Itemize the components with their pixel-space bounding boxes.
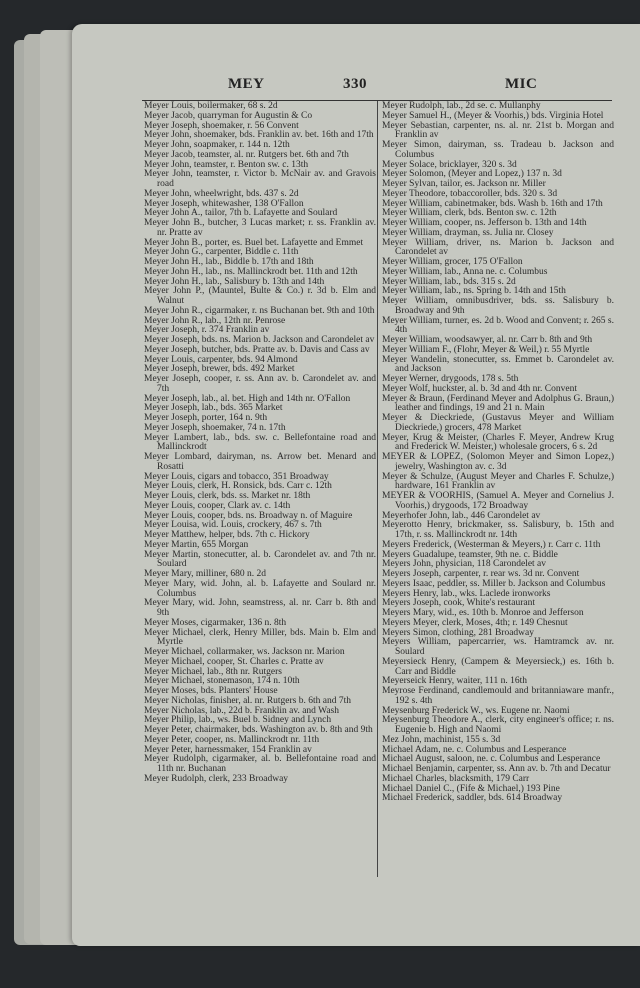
- directory-entry: Meyer Peter, chairmaker, bds. Washington av. b. 8th and 9th: [144, 725, 373, 735]
- directory-entry: Meyer Nicholas, finisher, al. nr. Rutgers b. 6th and 7th: [144, 695, 351, 706]
- directory-entry: Meyer Mary, wid. John, seamstress, al. nr. Carr b. 8th and 9th: [144, 598, 376, 618]
- directory-entry: Meyer, Krug & Meister, (Charles F. Meyer, Andrew Krug and Frederick W. Meister,) wholesale grocers, 6 s. 2d: [382, 432, 614, 453]
- directory-entry: Meyer Theodore, tobaccoroller, bds. 320 s. 3d: [382, 188, 558, 199]
- directory-entry: Meyer Louisa, wid. Louis, crockery, 467 s. 7th: [144, 520, 322, 531]
- directory-entry: Meyer John, soapmaker, r. 144 n. 12th: [144, 140, 290, 150]
- page-number: 330: [343, 76, 367, 92]
- directory-entry: Meyrose Ferdinand, candlemould and britanniaware manfr., 192 s. 4th: [382, 686, 614, 706]
- column-divider: [377, 101, 378, 877]
- directory-entry: Meyer Joseph, whitewasher, 138 O'Fallon: [144, 198, 304, 209]
- directory-entry: Meyer Matthew, helper, bds. 7th c. Hickory: [144, 530, 310, 540]
- directory-entry: Meyer William, omnibusdriver, bds. ss. Salisbury b. Broadway and 9th: [382, 296, 614, 316]
- directory-entry: Meyers William, papercarrier, ws. Hamtramck av. nr. Soulard: [382, 637, 614, 657]
- directory-entry: Meyer Martin, 655 Morgan: [144, 539, 249, 550]
- directory-entry: Meyers John, physician, 118 Carondelet av: [382, 559, 547, 570]
- directory-entry: Michael Charles, blacksmith, 179 Carr: [382, 773, 530, 784]
- directory-entry: Michael Adam, ne. c. Columbus and Lesperance: [382, 744, 567, 755]
- directory-entry: Meyer Joseph, shoemaker, 74 n. 17th: [144, 422, 286, 433]
- directory-entry: Meyer John H., lab., Biddle b. 17th and 18th: [144, 257, 314, 267]
- directory-entry: Meyer John G., carpenter, Biddle c. 11th: [144, 247, 299, 258]
- directory-entry: Michael August, saloon, ne. c. Columbus and Lesperance: [382, 754, 601, 765]
- directory-entry: MEYER & VOORHIS, (Samuel A. Meyer and Cornelius J. Voorhis,) drygoods, 172 Broadway: [382, 491, 614, 511]
- directory-entry: Meyer Nicholas, lab., 22d b. Franklin av. and Wash: [144, 705, 340, 716]
- directory-entry: Meyer Simon, dairyman, ss. Tradeau b. Jackson and Columbus: [382, 140, 614, 160]
- directory-entry: Meyer Wolf, huckster, al. b. 3d and 4th nr. Convent: [382, 383, 577, 394]
- directory-entry: Meyer Samuel H., (Meyer & Voorhis,) bds. Virginia Hotel: [382, 110, 604, 121]
- directory-entry: Meyer Joseph, shoemaker, r. 56 Convent: [144, 120, 299, 131]
- directory-entry: Meyer John, shoemaker, bds. Franklin av. bet. 16th and 17th: [144, 130, 374, 141]
- directory-entry: Meyer Louis, cooper, Clark av. c. 14th: [144, 500, 291, 511]
- directory-entry: Meyer William, turner, es. 2d b. Wood and Convent; r. 265 s. 4th: [382, 315, 614, 336]
- directory-entry: Meyer Moses, cigarmaker, 136 n. 8th: [144, 617, 287, 628]
- directory-entry: Meyers Joseph, carpenter, r. rear ws. 3d nr. Convent: [382, 569, 580, 579]
- directory-entry: Meyerhofer John, lab., 446 Carondelet av: [382, 510, 541, 521]
- directory-entry: Meyers Guadalupe, teamster, 9th ne. c. Biddle: [382, 549, 558, 560]
- directory-entry: Meyer Louis, cooper, bds. ns. Broadway n. of Maguire: [144, 510, 353, 521]
- directory-entry: Meyer William, cabinetmaker, bds. Wash b. 16th and 17th: [382, 198, 603, 209]
- directory-entry: Meyer Rudolph, lab., 2d se. c. Mullanphy: [382, 101, 541, 111]
- directory-entry: Michael Frederick, saddler, bds. 614 Broadway: [382, 793, 563, 804]
- directory-entry: Meyer Joseph, cooper, r. ss. Ann av. b. Carondelet av. and 7th: [144, 374, 376, 394]
- directory-entry: Meyer Lambert, lab., bds. sw. c. Bellefontaine road and Mallinckrodt: [144, 432, 376, 453]
- directory-entry: Meyers Henry, lab., wks. Laclede ironworks: [382, 588, 551, 599]
- directory-entry: Meyer Joseph, r. 374 Franklin av: [144, 325, 270, 336]
- directory-entry: Meyerseick Henry, waiter, 111 n. 16th: [382, 676, 527, 687]
- directory-entry: Meysenburg Theodore A., clerk, city engineer's office; r. ns. Eugenie b. High and Naomi: [382, 715, 614, 735]
- directory-entry: Meyer Joseph, lab., bds. 365 Market: [144, 403, 283, 414]
- directory-entry: Meyerotto Henry, brickmaker, ss. Salisbury, b. 15th and 17th, r. ss. Mallinckrodt nr. 14th: [382, 520, 614, 540]
- directory-entry: Meyer Michael, cooper, St. Charles c. Pratte av: [144, 656, 324, 667]
- directory-entry: Meyers Mary, wid., es. 10th b. Monroe and Jefferson: [382, 608, 584, 618]
- directory-entry: Meyer William, lab., Anna ne. c. Columbus: [382, 266, 548, 277]
- left-column: [144, 102, 376, 785]
- directory-entry: Meyer Rudolph, clerk, 233 Broadway: [144, 773, 289, 784]
- right-column: [382, 102, 614, 804]
- directory-entry: Meyers Frederick, (Westerman & Meyers,) r. Carr c. 11th: [382, 539, 601, 550]
- directory-entry: Meyer William, drayman, ss. Julia nr. Closey: [382, 227, 554, 238]
- directory-entry: Michael Daniel C., (Fife & Michael,) 193 Pine: [382, 783, 560, 794]
- directory-entry: Meyersieck Henry, (Campem & Meyersieck,) es. 16th b. Carr and Biddle: [382, 656, 614, 677]
- directory-entry: Meyer John H., lab., ns. Mallinckrodt bet. 11th and 12th: [144, 266, 358, 277]
- directory-entry: Meyer Joseph, bds. ns. Marion b. Jackson and Carondelet av: [144, 335, 375, 345]
- directory-entry: Meyer Louis, boilermaker, 68 s. 2d: [144, 101, 278, 111]
- directory-entry: Meyer Mary, milliner, 680 n. 2d: [144, 569, 266, 579]
- directory-entry: Meyer Joseph, porter, 164 n. 9th: [144, 413, 268, 423]
- directory-entry: Meyer John B., porter, es. Buel bet. Lafayette and Emmet: [144, 237, 364, 248]
- directory-entry: Meyer William, woodsawyer, al. nr. Carr b. 8th and 9th: [382, 335, 593, 345]
- directory-entry: Meyer Sebastian, carpenter, ns. al. nr. 21st b. Morgan and Franklin av: [382, 120, 614, 141]
- directory-entry: Meyer Solomon, (Meyer and Lopez,) 137 n. 3d: [382, 169, 562, 180]
- directory-entry: Meyers Joseph, cook, White's restaurant: [382, 598, 535, 609]
- directory-entry: Meyer Peter, harnessmaker, 154 Franklin av: [144, 744, 312, 755]
- directory-entry: Meyer & Schulze, (August Meyer and Charles F. Schulze,) hardware, 161 Franklin av: [382, 471, 614, 492]
- directory-entry: Meyer Louis, clerk, H. Ronsick, bds. Carr c. 12th: [144, 481, 332, 492]
- directory-entry: Meyers Meyer, clerk, Moses, 4th; r. 149 Chesnut: [382, 617, 568, 628]
- directory-entry: Meyer Lombard, dairyman, ns. Arrow bet. Menard and Rosatti: [144, 452, 376, 472]
- directory-entry: Meyer Michael, clerk, Henry Miller, bds. Main b. Elm and Myrtle: [144, 627, 376, 648]
- directory-entry: Meyer Solace, bricklayer, 320 s. 3d: [382, 159, 517, 170]
- directory-entry: Meyer William, grocer, 175 O'Fallon: [382, 257, 523, 267]
- directory-entry: Michael Benjamin, carpenter, ss. Ann av. b. 7th and Decatur: [382, 764, 611, 774]
- directory-entry: Meyer John A., tailor, 7th b. Lafayette and Soulard: [144, 208, 338, 219]
- directory-entry: Meyer Michael, lab., 8th nr. Rutgers: [144, 666, 282, 677]
- directory-entry: Meyer Jacob, quarryman for Augustin & Co: [144, 110, 313, 121]
- directory-entry: Meyer John B., butcher, 3 Lucas market; r. ss. Franklin av. nr. Pratte av: [144, 218, 376, 238]
- directory-entry: Meyer Louis, carpenter, bds. 94 Almond: [144, 354, 298, 365]
- directory-entry: Meyer William, driver, ns. Marion b. Jackson and Carondelet av: [382, 237, 614, 258]
- directory-entry: Meyer William, clerk, bds. Benton sw. c. 12th: [382, 208, 557, 219]
- directory-entry: Meyer Rudolph, cigarmaker, al. b. Bellefontaine road and 11th nr. Buchanan: [144, 754, 376, 774]
- directory-entry: Meyer Joseph, butcher, bds. Pratte av. b. Davis and Cass av: [144, 344, 370, 355]
- directory-entry: Meyer Werner, drygoods, 178 s. 5th: [382, 374, 519, 384]
- running-head-left: MEY: [228, 76, 265, 92]
- running-head-right: MIC: [505, 76, 538, 92]
- directory-entry: Meyer John H., lab., Salisbury b. 13th and 14th: [144, 276, 325, 287]
- directory-entry: Meyer Joseph, brewer, bds. 492 Market: [144, 364, 295, 375]
- directory-entry: Meyer John, teamster, r. Benton sw. c. 13th: [144, 159, 309, 170]
- directory-entry: Meyer William F., (Flohr, Meyer & Weil,) r. 55 Myrtle: [382, 344, 590, 355]
- directory-entry: Mez John, machinist, 155 s. 3d: [382, 734, 501, 745]
- directory-entry: Meyer & Braun, (Ferdinand Meyer and Adolphus G. Braun,) leather and findings, 19 and 21 n. Main: [382, 393, 614, 414]
- directory-entry: Meyer Louis, cigars and tobacco, 351 Broadway: [144, 471, 329, 482]
- directory-entry: Meyer John P., (Mauntel, Bulte & Co.) r. 3d b. Elm and Walnut: [144, 286, 376, 306]
- directory-entry: Meyer William, lab., ns. Spring b. 14th and 15th: [382, 286, 566, 297]
- directory-entry: Meyer Martin, stonecutter, al. b. Carondelet av. and 7th nr. Soulard: [144, 549, 376, 570]
- directory-entry: Meysenburg Frederick W., ws. Eugene nr. Naomi: [382, 705, 570, 716]
- directory-entry: Meyer Louis, clerk, bds. ss. Market nr. 18th: [144, 491, 311, 501]
- directory-entry: Meyer Philip, lab., ws. Buel b. Sidney and Lynch: [144, 715, 332, 726]
- directory-entry: Meyer John, wheelwright, bds. 437 s. 2d: [144, 188, 299, 199]
- directory-entry: Meyer Michael, collarmaker, ws. Jackson nr. Marion: [144, 647, 345, 657]
- directory-entry: MEYER & LOPEZ, (Solomon Meyer and Simon Lopez,) jewelry, Washington av. c. 3d: [382, 452, 614, 472]
- directory-entry: Meyer Jacob, teamster, al. nr. Rutgers bet. 6th and 7th: [144, 149, 349, 160]
- directory-entry: Meyer Joseph, lab., al. bet. High and 14th nr. O'Fallon: [144, 393, 351, 404]
- directory-entry: Meyer William, lab., bds. 315 s. 2d: [382, 276, 516, 287]
- directory-entry: Meyer Moses, bds. Planters' House: [144, 686, 278, 696]
- directory-entry: Meyer & Dieckriede, (Gustavus Meyer and William Dieckriede,) grocers, 478 Market: [382, 413, 614, 433]
- directory-entry: Meyer John, teamster, r. Victor b. McNair av. and Gravois road: [144, 169, 376, 189]
- directory-entry: Meyer Sylvan, tailor, es. Jackson nr. Miller: [382, 179, 546, 189]
- directory-entry: Meyer Mary, wid. John, al. b. Lafayette and Soulard nr. Columbus: [144, 578, 376, 599]
- directory-entry: Meyer William, cooper, ns. Jefferson b. 13th and 14th: [382, 218, 587, 228]
- directory-entry: Meyers Simon, clothing, 281 Broadway: [382, 627, 534, 638]
- directory-entry: Meyer Wandelin, stonecutter, ss. Emmet b. Carondelet av. and Jackson: [382, 354, 614, 375]
- directory-entry: Meyers Isaac, peddler, ss. Miller b. Jackson and Columbus: [382, 578, 606, 589]
- directory-entry: Meyer Peter, cooper, ns. Mallinckrodt nr. 11th: [144, 734, 320, 745]
- directory-entry: Meyer John R., cigarmaker, r. ns Buchanan bet. 9th and 10th: [144, 305, 375, 316]
- directory-entry: Meyer John R., lab., 12th nr. Penrose: [144, 315, 286, 326]
- directory-entry: Meyer Michael, stonemason, 174 n. 10th: [144, 676, 300, 687]
